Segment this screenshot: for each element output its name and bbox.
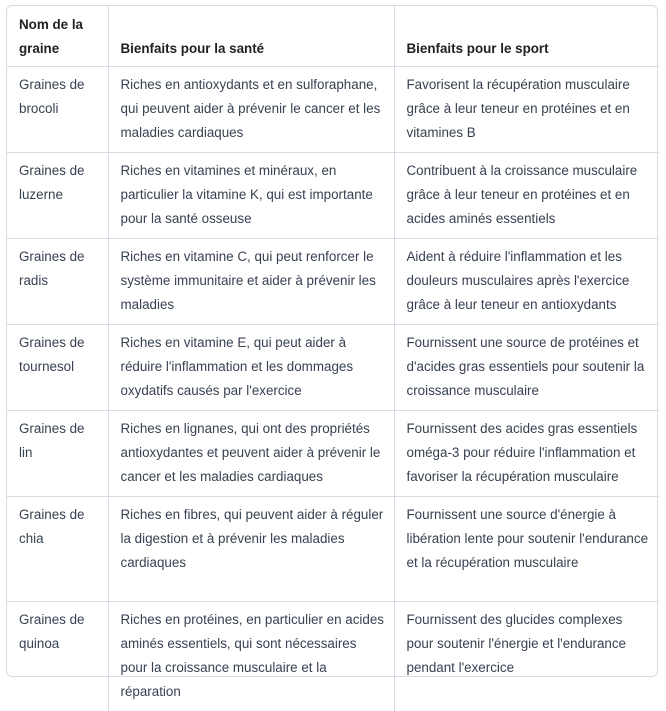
cell-health-benefits: Riches en lignanes, qui ont des propriétés antioxydantes et peuvent aider à prévenir le cancer et les maladies cardiaques	[108, 410, 394, 496]
header-health-benefits: Bienfaits pour la santé	[108, 6, 394, 66]
cell-health-benefits: Riches en vitamine C, qui peut renforcer le système immunitaire et aider à prévenir les maladies	[108, 238, 394, 324]
header-row	[7, 6, 659, 66]
cell-health-benefits: Riches en vitamine E, qui peut aider à réduire l'inflammation et les dommages oxydatifs causés par l'exercice	[108, 324, 394, 410]
seed-benefits-table	[7, 6, 659, 711]
table-row	[7, 238, 659, 324]
cell-seed-name: Graines de lin	[7, 410, 108, 496]
table-row	[7, 496, 659, 601]
table-body	[7, 66, 659, 711]
seed-benefits-table-container	[6, 5, 658, 699]
cell-health-benefits: Riches en protéines, en particulier en acides aminés essentiels, qui sont nécessaires pour la croissance musculaire et la réparation	[108, 601, 394, 711]
cell-sport-benefits: Favorisent la récupération musculaire grâce à leur teneur en protéines et en vitamines B	[394, 66, 659, 152]
table-row	[7, 66, 659, 152]
table-row	[7, 410, 659, 496]
table-row	[7, 601, 659, 711]
cell-sport-benefits: Fournissent une source d'énergie à libération lente pour soutenir l'endurance et la récupération musculaire	[394, 496, 659, 601]
cell-sport-benefits: Aident à réduire l'inflammation et les douleurs musculaires après l'exercice grâce à leur teneur en antioxydants	[394, 238, 659, 324]
cell-health-benefits: Riches en fibres, qui peuvent aider à réguler la digestion et à prévenir les maladies cardiaques	[108, 496, 394, 601]
cell-seed-name: Graines de chia	[7, 496, 108, 601]
table-row	[7, 324, 659, 410]
cell-seed-name: Graines de quinoa	[7, 601, 108, 711]
header-sport-benefits: Bienfaits pour le sport	[394, 6, 659, 66]
cell-seed-name: Graines de luzerne	[7, 152, 108, 238]
cell-seed-name: Graines de radis	[7, 238, 108, 324]
table-row	[7, 152, 659, 238]
cell-seed-name: Graines de tournesol	[7, 324, 108, 410]
cell-sport-benefits: Fournissent une source de protéines et d'acides gras essentiels pour soutenir la croissance musculaire	[394, 324, 659, 410]
cell-health-benefits: Riches en antioxydants et en sulforaphane, qui peuvent aider à prévenir le cancer et les maladies cardiaques	[108, 66, 394, 152]
cell-seed-name: Graines de brocoli	[7, 66, 108, 152]
cell-sport-benefits: Fournissent des glucides complexes pour soutenir l'énergie et l'endurance pendant l'exercice	[394, 601, 659, 711]
table-header	[7, 6, 659, 66]
cell-sport-benefits: Fournissent des acides gras essentiels oméga-3 pour réduire l'inflammation et favoriser la récupération musculaire	[394, 410, 659, 496]
cell-health-benefits: Riches en vitamines et minéraux, en particulier la vitamine K, qui est importante pour la santé osseuse	[108, 152, 394, 238]
cell-sport-benefits: Contribuent à la croissance musculaire grâce à leur teneur en protéines et en acides aminés essentiels	[394, 152, 659, 238]
header-seed-name: Nom de la graine	[7, 6, 108, 66]
